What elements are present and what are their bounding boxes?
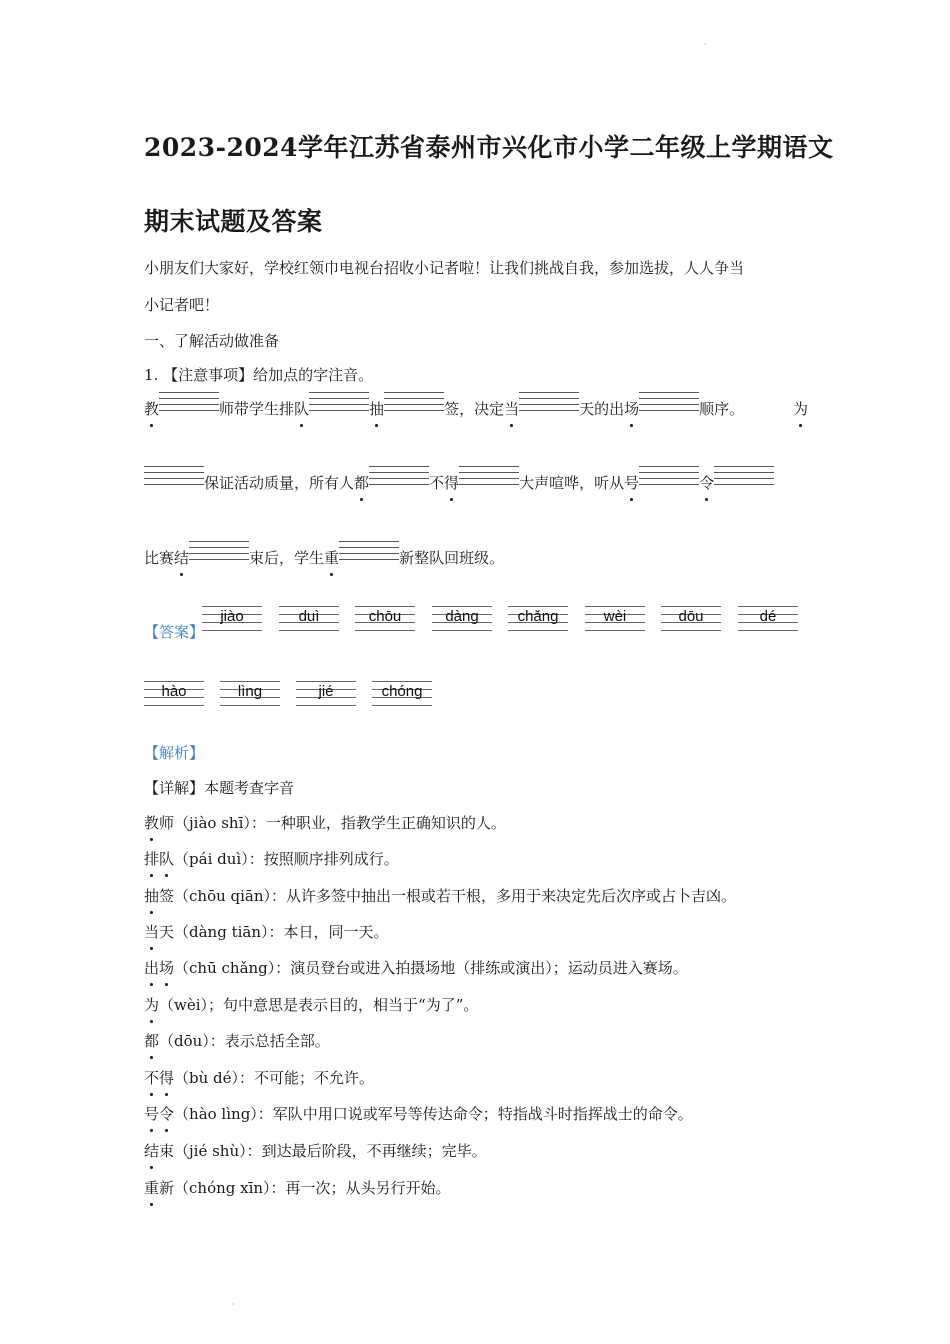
doc-title-line1: 2023-2024学年江苏省泰州市兴化市小学二年级上学期语文 <box>144 133 834 162</box>
text-run: 顺序。 <box>699 400 745 418</box>
dotted-char: 重 <box>144 1177 159 1199</box>
question-1-line3 <box>144 541 504 569</box>
explanation-line <box>144 885 736 907</box>
page-mark-top: · <box>704 40 707 49</box>
question-1-line2 <box>144 466 808 494</box>
explanation-line <box>144 1177 451 1199</box>
dotted-char: 排 <box>144 848 159 870</box>
dotted-char: 都 <box>354 472 369 494</box>
section-heading: 一、了解活动做准备 <box>144 332 280 350</box>
explanation-line <box>144 1030 330 1052</box>
dotted-char: 令 <box>699 472 714 494</box>
dotted-char: 为 <box>793 398 808 420</box>
dotted-char: 场 <box>159 957 174 979</box>
answer-pinyin: hào <box>144 681 204 707</box>
answer-label: 【答案】 <box>144 623 205 641</box>
pinyin-blank[interactable] <box>189 541 249 569</box>
answer-pinyin: dōu <box>661 606 721 632</box>
explanation-text: 师（jiào shī）：一种职业，指教学生正确知识的人。 <box>159 814 506 832</box>
doc-title-line2: 期末试题及答案 <box>144 207 323 236</box>
answer-pinyin: dé <box>738 606 798 632</box>
explanation-line <box>144 1140 487 1162</box>
text-run: 师带学生排 <box>219 400 295 418</box>
pinyin-blank[interactable] <box>459 466 519 494</box>
explanation-line <box>144 994 478 1016</box>
explanation-text: （dōu）：表示总括全部。 <box>159 1032 330 1050</box>
pinyin-blank[interactable] <box>144 466 204 494</box>
answer-pinyin: wèi <box>585 606 645 632</box>
answer-pinyin: duì <box>279 606 339 632</box>
text-run: 束后，学生 <box>249 549 325 567</box>
text-run: 天的出 <box>579 400 625 418</box>
dotted-char: 结 <box>174 547 189 569</box>
explanation-line <box>144 957 688 979</box>
intro-line2: 小记者吧！ <box>144 296 220 314</box>
dotted-char: 教 <box>144 398 159 420</box>
dotted-char: 结 <box>144 1140 159 1162</box>
answer-pinyin: jiào <box>202 606 262 632</box>
dotted-char: 出 <box>144 957 159 979</box>
text-run: 比赛 <box>144 549 175 567</box>
dotted-char: 当 <box>144 921 159 943</box>
dotted-char: 重 <box>324 547 339 569</box>
question-1-line1 <box>144 392 808 420</box>
explanation-text: 天（dàng tiān）：本日，同一天。 <box>159 923 389 941</box>
text-run: 大声喧哗，听从 <box>519 474 625 492</box>
pinyin-blank[interactable] <box>384 392 444 420</box>
explanation-line <box>144 921 389 943</box>
dotted-char: 号 <box>144 1103 159 1125</box>
dotted-char: 当 <box>504 398 519 420</box>
text-run: 不 <box>429 474 445 492</box>
detail-label: 【详解】本题考查字音 <box>144 779 295 797</box>
page-mark-bottom: · <box>232 1300 235 1309</box>
answer-pinyin: chóng <box>372 681 432 707</box>
explanation-text: 签（chōu qiān）：从许多签中抽出一根或若干根，多用于来决定先后次序或占卜吉凶。 <box>159 887 737 905</box>
answer-pinyin: lìng <box>220 681 280 707</box>
explanation-line <box>144 848 399 870</box>
pinyin-blank[interactable] <box>159 392 219 420</box>
dotted-char: 都 <box>144 1030 159 1052</box>
intro-line1: 小朋友们大家好，学校红领巾电视台招收小记者啦！让我们挑战自我，参加选拔，人人争当 <box>144 259 745 277</box>
dotted-char: 不 <box>144 1067 159 1089</box>
text-run: 新整队回班级。 <box>399 549 505 567</box>
explanation-line <box>144 1103 693 1125</box>
pinyin-blank[interactable] <box>639 392 699 420</box>
dotted-char: 令 <box>159 1103 174 1125</box>
explanation-text: 新（chóng xīn）：再一次；从头另行开始。 <box>159 1179 451 1197</box>
pinyin-blank[interactable] <box>369 466 429 494</box>
pinyin-blank[interactable] <box>639 466 699 494</box>
explanation-line <box>144 1067 374 1089</box>
text-run: 签，决定 <box>444 400 505 418</box>
dotted-char: 号 <box>624 472 639 494</box>
pinyin-blank[interactable] <box>339 541 399 569</box>
dotted-char: 为 <box>144 994 159 1016</box>
dotted-char: 队 <box>159 848 174 870</box>
dotted-char: 得 <box>159 1067 174 1089</box>
explanation-text: （bù dé）：不可能；不允许。 <box>174 1069 375 1087</box>
answer-pinyin: chǎng <box>508 606 568 632</box>
explanation-text: （wèi）；句中意思是表示目的，相当于“为了”。 <box>159 996 479 1014</box>
answer-pinyin: jié <box>296 681 356 707</box>
explanation-text: （hào lìng）：军队中用口说或军号等传达命令；特指战斗时指挥战士的命令。 <box>174 1105 693 1123</box>
dotted-char: 抽 <box>369 398 384 420</box>
dotted-char: 教 <box>144 812 159 834</box>
pinyin-blank[interactable] <box>519 392 579 420</box>
explanation-text: （chū chǎng）：演员登台或进入拍摄场地（排练或演出）；运动员进入赛场。 <box>174 959 688 977</box>
answer-pinyin: chōu <box>355 606 415 632</box>
explanation-line <box>144 812 506 834</box>
analysis-label: 【解析】 <box>144 744 205 762</box>
question-1-label: 1. 【注意事项】给加点的字注音。 <box>144 366 374 384</box>
dotted-char: 抽 <box>144 885 159 907</box>
dotted-char: 得 <box>444 472 459 494</box>
dotted-char: 队 <box>294 398 309 420</box>
explanation-text: 束（jié shù）：到达最后阶段，不再继续；完毕。 <box>159 1142 487 1160</box>
answer-pinyin: dàng <box>432 606 492 632</box>
explanation-text: （pái duì）：按照顺序排列成行。 <box>174 850 399 868</box>
pinyin-blank[interactable] <box>309 392 369 420</box>
pinyin-blank[interactable] <box>714 466 774 494</box>
text-run: 保证活动质量，所有人 <box>204 474 355 492</box>
dotted-char: 场 <box>624 398 639 420</box>
